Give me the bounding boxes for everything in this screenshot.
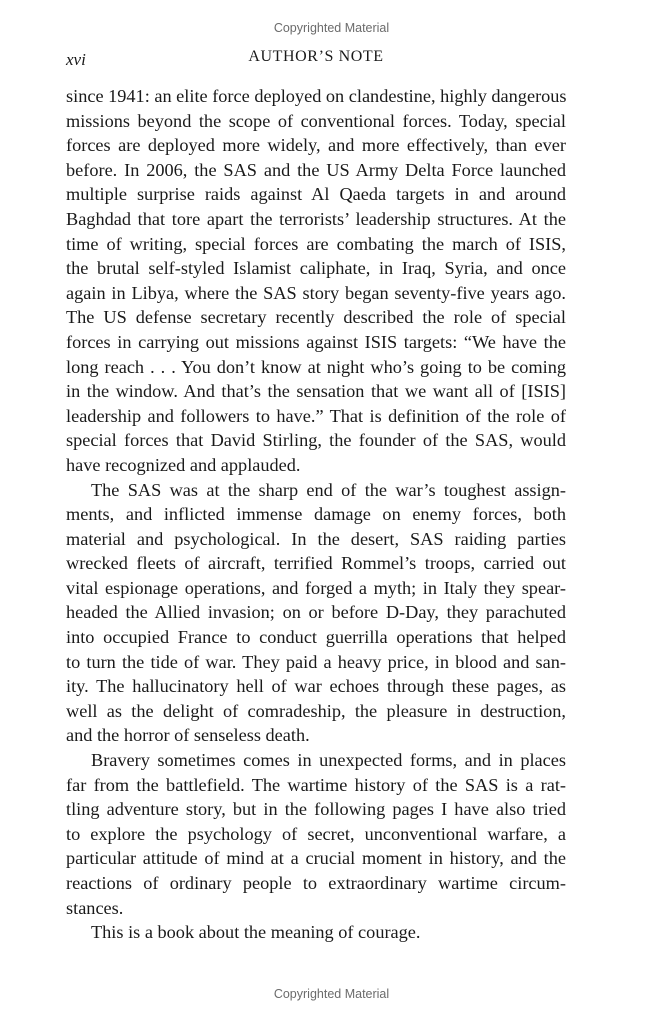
text-line: and the horror of senseless death. xyxy=(66,725,310,746)
text-line: to turn the tide of war. They paid a heavy price, in blood and san- xyxy=(66,651,566,672)
text-line: tling adventure story, but in the following pages I have also tried xyxy=(66,799,566,820)
text-line: vital espionage operations, and forged a myth; in Italy they spear- xyxy=(66,577,566,598)
running-header xyxy=(66,48,566,72)
text-line: particular attitude of mind at a crucial moment in history, and the xyxy=(66,848,566,869)
text-line: stances. xyxy=(66,897,124,918)
text-line: far from the battlefield. The wartime history of the SAS is a rat- xyxy=(66,774,566,795)
copyright-watermark-bottom: Copyrighted Material xyxy=(273,987,390,1001)
text-line: long reach . . . You don’t know at night who’s going to be coming xyxy=(66,356,566,377)
text-line: before. In 2006, the SAS and the US Army Delta Force launched xyxy=(66,159,566,180)
text-line: Baghdad that tore apart the terrorists’ leadership structures. At the xyxy=(66,208,566,229)
text-line: Bravery sometimes comes in unexpected forms, and in places xyxy=(91,750,566,771)
chapter-title: AUTHOR’S NOTE xyxy=(248,48,384,65)
text-line: The SAS was at the sharp end of the war’s toughest assign- xyxy=(91,479,566,500)
text-line: have recognized and applauded. xyxy=(66,454,301,475)
text-line: the brutal self-styled Islamist caliphate, in Iraq, Syria, and once xyxy=(66,258,566,279)
text-line: forces are deployed more widely, and more effectively, than ever xyxy=(66,135,566,156)
text-line: again in Libya, where the SAS story began seventy-five years ago. xyxy=(66,282,566,303)
text-line: ments, and inflicted immense damage on enemy forces, both xyxy=(66,504,566,525)
text-line: forces in carrying out missions against ISIS targets: “We have the xyxy=(66,331,566,352)
body-text xyxy=(66,84,566,945)
text-line: since 1941: an elite force deployed on clandestine, highly dangerous xyxy=(66,86,567,106)
text-line: ity. The hallucinatory hell of war echoes through these pages, as xyxy=(66,676,566,697)
text-line: wrecked fleets of aircraft, terrified Rommel’s troops, carried out xyxy=(66,553,566,574)
text-line: missions beyond the scope of conventional forces. Today, special xyxy=(66,110,566,131)
text-line: multiple surprise raids against Al Qaeda targets in and around xyxy=(66,184,566,205)
text-line: to explore the psychology of secret, unconventional warfare, a xyxy=(66,823,566,844)
text-line: into occupied France to conduct guerrilla operations that helped xyxy=(66,627,566,648)
copyright-watermark-top: Copyrighted Material xyxy=(273,21,390,35)
text-line: material and psychological. In the desert, SAS raiding parties xyxy=(66,528,566,549)
text-line: leadership and followers to have.” That is definition of the role of xyxy=(66,405,566,426)
text-line: reactions of ordinary people to extraordinary wartime circum- xyxy=(66,873,566,893)
text-line: headed the Allied invasion; on or before D-Day, they parachuted xyxy=(66,602,566,623)
text-line: time of writing, special forces are combating the march of ISIS, xyxy=(66,233,566,254)
text-line: The US defense secretary recently described the role of special xyxy=(66,307,566,328)
text-line: This is a book about the meaning of courage. xyxy=(91,922,421,943)
text-line: in the window. And that’s the sensation that we want all of [ISIS] xyxy=(66,381,566,402)
text-line: well as the delight of comradeship, the pleasure in destruction, xyxy=(66,700,566,721)
text-line: special forces that David Stirling, the founder of the SAS, would xyxy=(66,430,566,451)
page-number: xvi xyxy=(66,50,86,69)
